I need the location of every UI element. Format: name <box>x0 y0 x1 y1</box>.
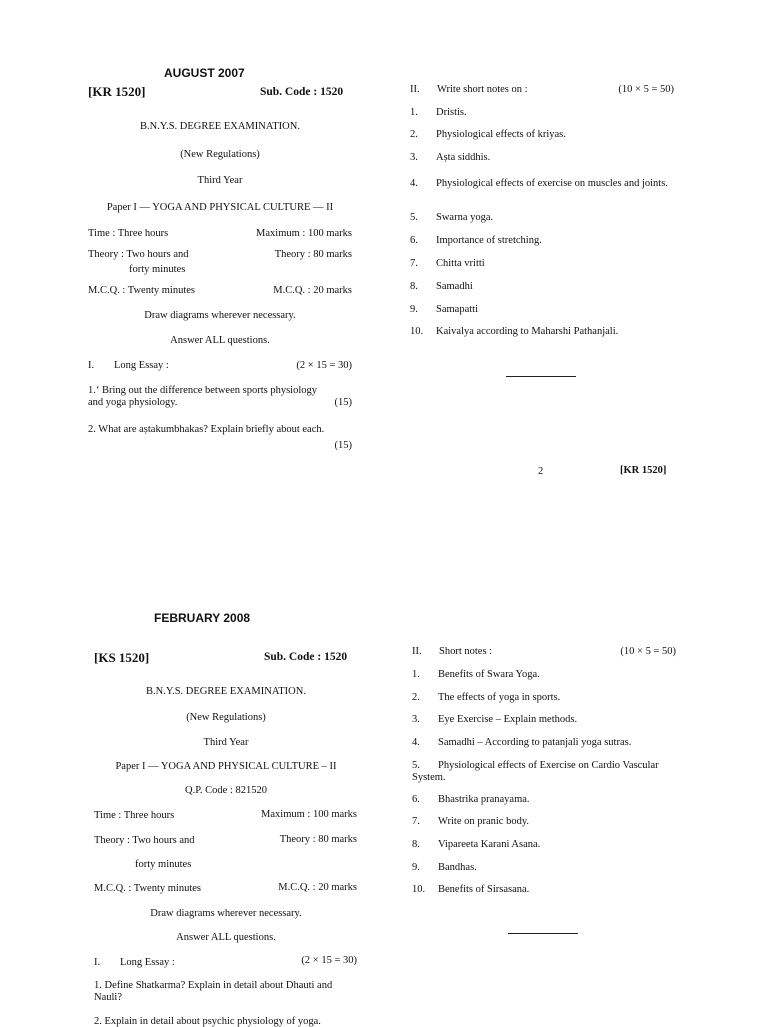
section-two-marks: (10 × 5 = 50) <box>618 84 674 95</box>
short-note-item: 2. Physiological effects of kriyas. <box>410 129 566 140</box>
theory-marks: Theory : 80 marks <box>274 249 352 260</box>
short-note-item: 1. Dristis. <box>410 107 467 118</box>
short-note-item: 7. Chitta vritti <box>410 258 485 269</box>
short-note-item: 4. Physiological effects of exercise on muscles and joints. <box>410 178 668 189</box>
subject-code: Sub. Code : 1520 <box>264 651 348 663</box>
short-note-item: 9. Bandhas. <box>412 862 477 873</box>
regulations: (New Regulations) <box>186 712 266 723</box>
section-two-number: II. <box>412 646 422 657</box>
regulations: (New Regulations) <box>180 149 260 160</box>
answer-note: Answer ALL questions. <box>170 335 270 346</box>
degree-title: B.N.Y.S. DEGREE EXAMINATION. <box>146 686 306 697</box>
degree-title: B.N.Y.S. DEGREE EXAMINATION. <box>140 121 300 132</box>
short-note-item: 7. Write on pranic body. <box>412 816 530 827</box>
footer-paper-code: [KR 1520] <box>620 465 667 476</box>
short-note-item: 1. Benefits of Swara Yoga. <box>412 669 540 680</box>
question-2: 2. Explain in detail about psychic physiology of yoga. <box>94 1016 321 1027</box>
end-divider <box>506 376 576 377</box>
section-one-title: Long Essay : <box>120 957 175 968</box>
time-label: Time : Three hours <box>94 810 175 821</box>
short-note-item: 3. Eye Exercise – Explain methods. <box>412 714 578 725</box>
theory-label: Theory : Two hours and <box>88 249 189 260</box>
short-note-item: 3. Aṣta siddhis. <box>410 152 491 163</box>
short-note-item: 8. Vipareeta Karani Asana. <box>412 839 541 850</box>
maximum-marks: Maximum : 100 marks <box>256 228 352 239</box>
question-2: 2. What are aṣtakumbhakas? Explain briefly about each. <box>88 424 325 435</box>
section-one-marks: (2 × 15 = 30) <box>301 955 357 966</box>
question-1-marks: (15) <box>334 397 352 408</box>
mcq-label: M.C.Q. : Twenty minutes <box>88 285 195 296</box>
paper-title: Paper I — YOGA AND PHYSICAL CULTURE – II <box>115 761 337 772</box>
session-title: AUGUST 2007 <box>164 66 245 80</box>
short-note-item: 5. Swarna yoga. <box>410 212 494 223</box>
section-one-marks: (2 × 15 = 30) <box>296 360 352 371</box>
paper-code: [KS 1520] <box>94 650 150 665</box>
section-two-number: II. <box>410 84 420 95</box>
draw-note: Draw diagrams wherever necessary. <box>144 310 296 321</box>
paper-code: [KR 1520] <box>88 84 146 99</box>
short-note-item: 2. The effects of yoga in sports. <box>412 692 561 703</box>
mcq-label: M.C.Q. : Twenty minutes <box>94 883 201 894</box>
section-one-number: I. <box>94 957 101 968</box>
question-1: 1. Define Shatkarma? Explain in detail about Dhauti and Nauli? <box>94 980 333 1003</box>
section-one-number: I. <box>88 360 95 371</box>
short-note-item: 5. Physiological effects of Exercise on Cardio Vascular System. <box>412 760 659 783</box>
time-label: Time : Three hours <box>88 228 169 239</box>
question-2-marks: (15) <box>334 440 352 451</box>
short-note-item: 10. Benefits of Sirsasana. <box>412 884 530 895</box>
theory-label-cont: forty minutes <box>135 859 192 870</box>
section-two-marks: (10 × 5 = 50) <box>620 646 676 657</box>
theory-marks: Theory : 80 marks <box>279 834 357 845</box>
mcq-marks: M.C.Q. : 20 marks <box>278 882 357 893</box>
subject-code: Sub. Code : 1520 <box>260 86 344 98</box>
draw-note: Draw diagrams wherever necessary. <box>150 908 302 919</box>
question-1: 1.ʻ Bring out the difference between sports physiology and yoga physiology. <box>88 385 318 408</box>
section-two-title: Short notes : <box>439 646 493 657</box>
theory-label: Theory : Two hours and <box>94 835 195 846</box>
maximum-marks: Maximum : 100 marks <box>261 809 357 820</box>
mcq-marks: M.C.Q. : 20 marks <box>273 285 352 296</box>
end-divider <box>508 933 578 934</box>
qp-code: Q.P. Code : 821520 <box>185 785 267 796</box>
session-title: FEBRUARY 2008 <box>154 611 251 625</box>
paper-title: Paper I — YOGA AND PHYSICAL CULTURE — II <box>106 202 334 213</box>
short-note-item: 6. Importance of stretching. <box>410 235 542 246</box>
short-note-item: 6. Bhastrika pranayama. <box>412 794 530 805</box>
short-note-item: 10. Kaivalya according to Maharshi Pathanjali. <box>410 326 619 337</box>
page-number: 2 <box>538 466 544 477</box>
section-two-title: Write short notes on : <box>437 84 528 95</box>
theory-label-cont: forty minutes <box>129 264 186 275</box>
short-note-item: 9. Samapatti <box>410 304 478 315</box>
short-note-item: 8. Samadhi <box>410 281 473 292</box>
year: Third Year <box>203 737 249 748</box>
short-note-item: 4. Samadhi – According to patanjali yoga sutras. <box>412 737 632 748</box>
year: Third Year <box>197 175 243 186</box>
section-one-title: Long Essay : <box>114 360 169 371</box>
answer-note: Answer ALL questions. <box>176 932 276 943</box>
